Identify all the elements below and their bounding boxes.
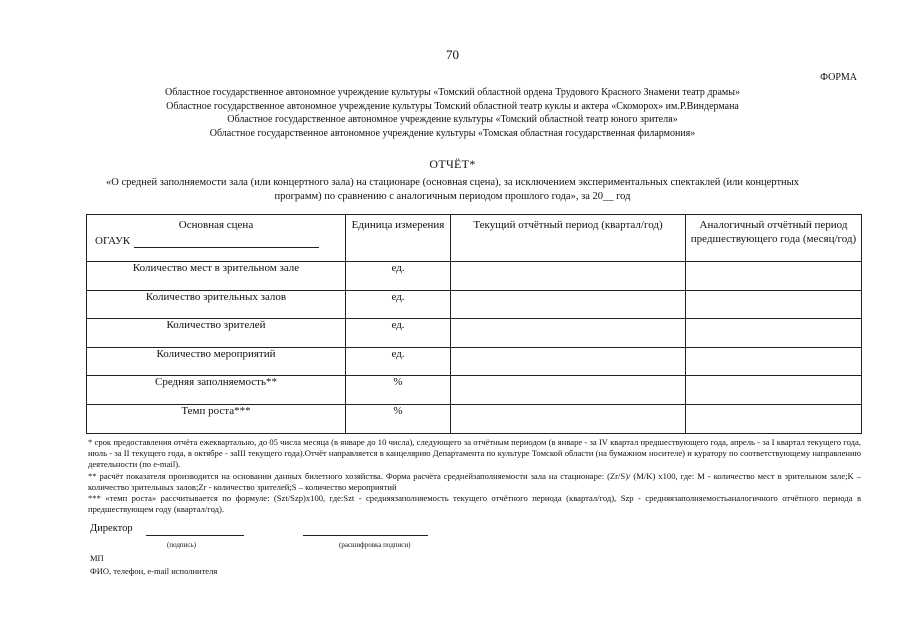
row-current-value	[451, 347, 686, 376]
stamp-label: МП	[90, 553, 104, 563]
row-previous-value	[686, 376, 862, 405]
row-unit: %	[346, 376, 451, 405]
table-row	[87, 319, 862, 348]
row-current-value	[451, 404, 686, 433]
row-previous-value	[686, 290, 862, 319]
signature-line	[146, 535, 244, 536]
header-scene	[87, 215, 346, 262]
organization-line: Областное государственное автономное учреждение культуры «Томская областная государственная филармония»	[209, 127, 696, 139]
table-row	[87, 376, 862, 405]
row-name: Количество мероприятий	[87, 347, 346, 376]
decryption-line	[303, 535, 428, 536]
report-table	[86, 214, 862, 434]
organizations-list	[60, 86, 845, 140]
footnote-occupancy-formula: ** расчёт показателя производится на основании данных билетного хозяйства. Форма расчёта среднейзаполняемости зала на стационаре: (Zr/S)/ (M/K) x100, где: M - количество мест в зрительном зале;K – количество зрительных залов;Zr - количество зрителей;S – количество мероприятий	[88, 470, 861, 492]
organization-line: Областное государственное автономное учреждение культуры Томский областной театр куклы и актера «Скоморох» им.Р.Виндермана	[166, 100, 739, 112]
row-unit: %	[346, 404, 451, 433]
row-current-value	[451, 319, 686, 348]
footnotes	[88, 437, 861, 515]
row-current-value	[451, 290, 686, 319]
ogauk-label: ОГАУК	[95, 235, 131, 247]
row-name: Темп роста***	[87, 404, 346, 433]
header-unit: Единица измерения	[346, 215, 451, 262]
footnote-deadline: * срок предоставления отчёта ежеквартально, до 05 числа месяца (в январе до 10 числа), следующего за отчётным периодом (в январе - за IV квартал предшествующего года, апрель - за I квартал текущего года, июль - за II текущего года, в октябре - заIII текущего года).Отчёт направляется в канцелярию Департамента по культуре Томской области (на бумажном носителе) и куратору по соответствующему направлению деятельности (по e-mail).	[88, 437, 861, 470]
row-unit: ед.	[346, 319, 451, 348]
organization-line: Областное государственное автономное учреждение культуры «Томский областной театр юного зрителя»	[227, 114, 678, 125]
form-label: ФОРМА	[820, 72, 857, 83]
header-previous-period: Аналогичный отчётный период предшествующего года (месяц/год)	[686, 215, 862, 262]
page-number: 70	[446, 47, 459, 62]
row-unit: ед.	[346, 347, 451, 376]
row-current-value	[451, 262, 686, 291]
row-current-value	[451, 376, 686, 405]
row-unit: ед.	[346, 262, 451, 291]
ogauk-input-line	[134, 236, 319, 248]
table-row	[87, 404, 862, 433]
table-row	[87, 262, 862, 291]
footnote-growth-formula: *** «темп роста» рассчитывается по формуле: (Szt/Szp)x100, где:Szt - средняязаполняемость текущего отчётного периода (квартал/год), Szp - средняязаполняемостьаналогичного отчётного периода в предшествующем году (квартал/год).	[88, 493, 861, 515]
row-previous-value	[686, 347, 862, 376]
report-title: ОТЧЁТ*	[429, 157, 476, 171]
header-current-period: Текущий отчётный период (квартал/год)	[451, 215, 686, 262]
row-name: Количество зрителей	[87, 319, 346, 348]
row-previous-value	[686, 262, 862, 291]
table-header-row	[87, 215, 862, 262]
row-name: Количество зрительных залов	[87, 290, 346, 319]
row-previous-value	[686, 404, 862, 433]
organization-line: Областное государственное автономное учреждение культуры «Томский областной ордена Трудового Красного Знамени театр драмы»	[165, 87, 740, 98]
table-row	[87, 347, 862, 376]
row-unit: ед.	[346, 290, 451, 319]
contact-label: ФИО, телефон, e-mail исполнителя	[90, 566, 218, 576]
header-scene-label: Основная сцена	[178, 219, 254, 231]
ogauk-field	[87, 234, 345, 248]
row-previous-value	[686, 319, 862, 348]
report-subtitle: «О средней заполняемости зала (или концертного зала) на стационаре (основная сцена), за исключением экспериментальных спектаклей (или концертных программ) по сравнению с аналогичным периодом прошлого года», за 20__ год	[106, 177, 799, 202]
table-row	[87, 290, 862, 319]
row-name: Средняя заполняемость**	[87, 376, 346, 405]
decryption-caption: (расшифровка подписи)	[339, 541, 411, 549]
director-label: Директор	[90, 523, 133, 534]
signature-caption: (подпись)	[167, 541, 197, 549]
row-name: Количество мест в зрительном зале	[87, 262, 346, 291]
